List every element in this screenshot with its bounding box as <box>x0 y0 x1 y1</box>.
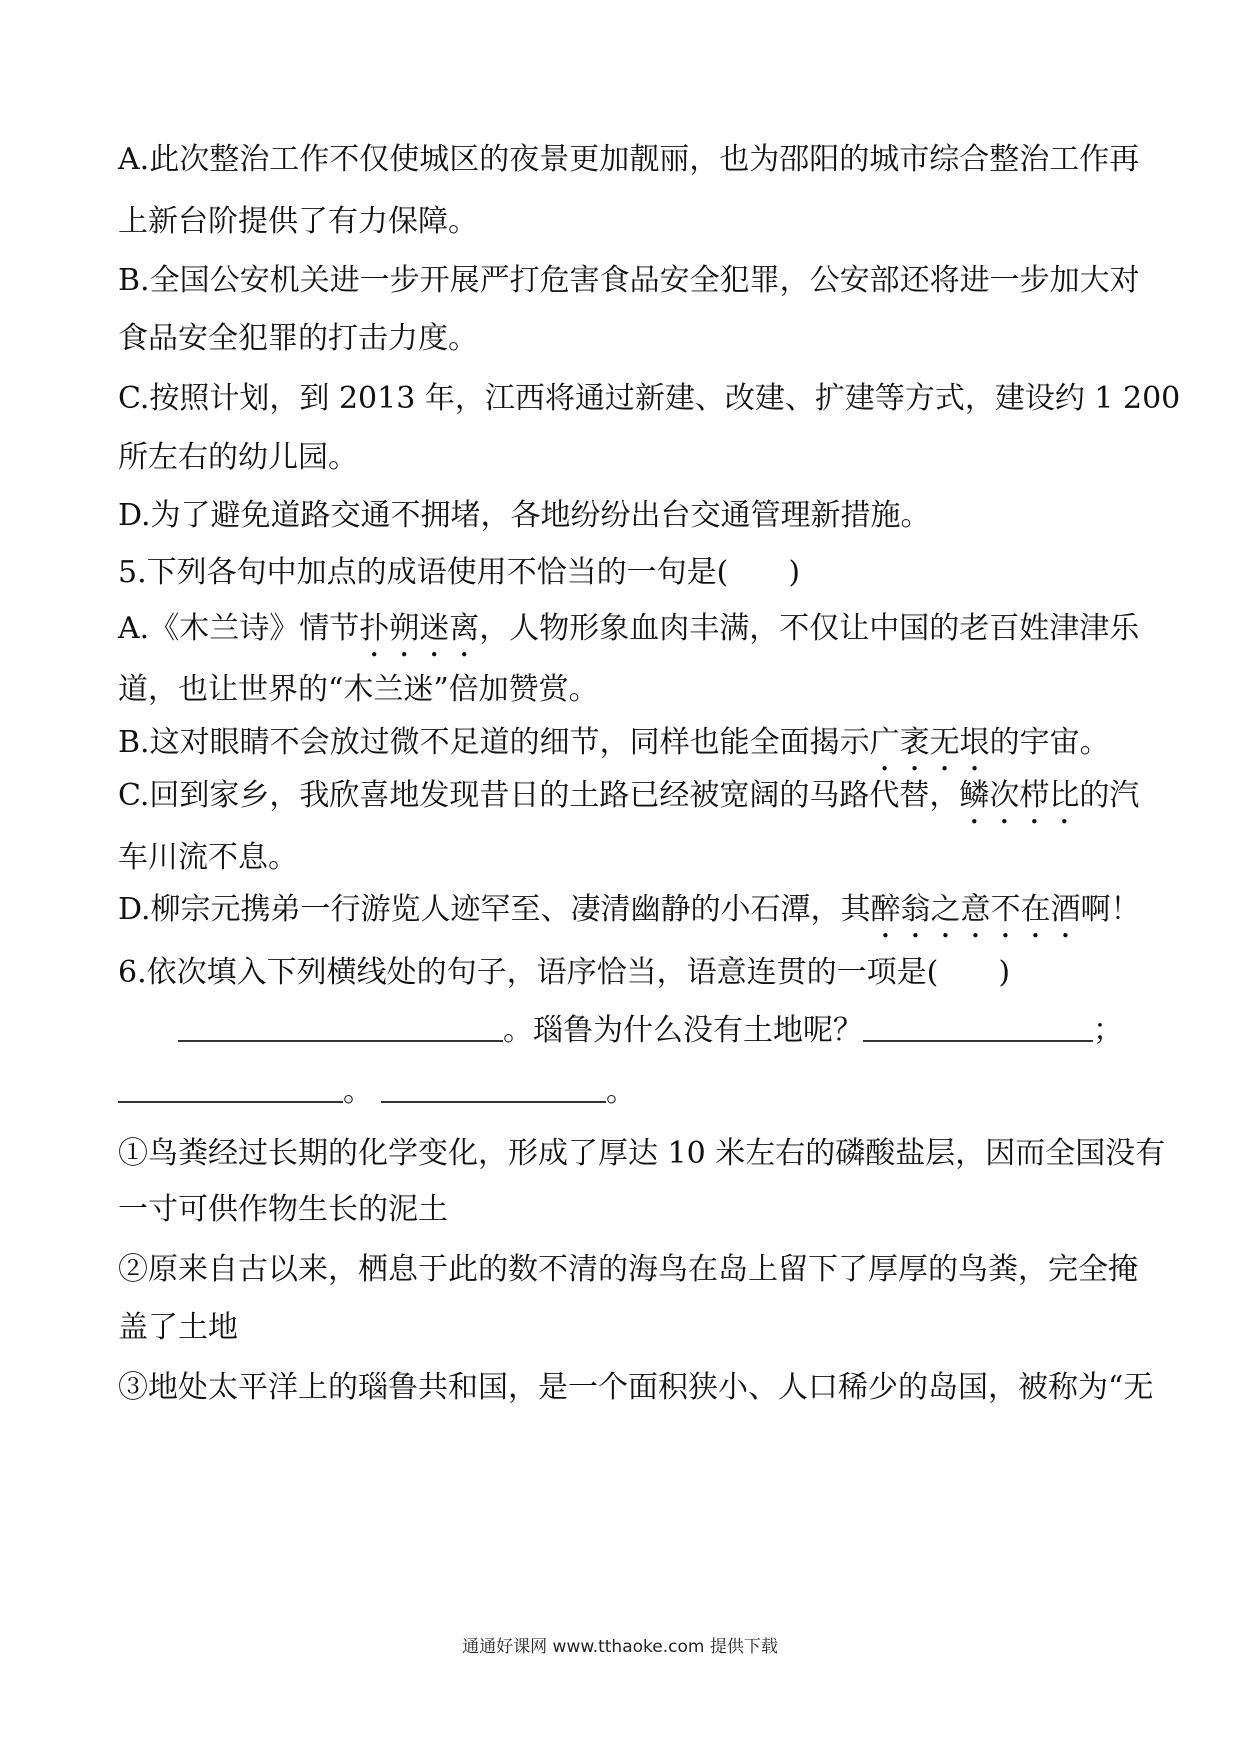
q4-option-b-line1: B.全国公安机关进一步开展严打危害食品安全犯罪，公安部还将进一步加大对 <box>118 263 1140 298</box>
q6-passage-text: ； <box>1093 1013 1123 1048</box>
q5-c-idiom: 鳞次栉比 <box>959 778 1080 813</box>
q5-c-text-post: 的汽 <box>1079 778 1140 813</box>
q4-option-d-line1: D.为了避免道路交通不拥堵，各地纷纷出台交通管理新措施。 <box>118 498 931 533</box>
q6-sentence-1-line2: 一寸可供作物生长的泥土 <box>118 1192 448 1227</box>
q6-passage-text: 。瑙鲁为什么没有土地呢？ <box>503 1013 863 1048</box>
q5-d-text-pre: D.柳宗元携弟一行游览人迹罕至、凄清幽静的小石潭，其 <box>118 892 871 927</box>
q6-sentence-2-line1: ②原来自古以来，栖息于此的数不清的海鸟在岛上留下了厚厚的鸟粪，完全掩 <box>118 1252 1138 1287</box>
q4-option-a-line2: 上新台阶提供了有力保障。 <box>118 204 478 239</box>
q6-stem: 6.依次填入下列横线处的句子，语序恰当，语意连贯的一项是( ) <box>118 955 1011 990</box>
q5-b-text-post: 的宇宙。 <box>989 725 1110 760</box>
q6-sentence-2-line2: 盖了土地 <box>118 1310 238 1345</box>
q6-passage-line1 <box>178 1011 1128 1051</box>
q6-passage-line2 <box>118 1072 1128 1112</box>
q5-a-text-post: ，人物形象血肉丰满，不仅让中国的老百姓津津乐 <box>479 611 1140 646</box>
q5-d-idiom: 醉翁之意不在酒 <box>870 892 1081 927</box>
q5-option-b-line1 <box>118 723 1128 778</box>
q5-b-text-pre: B.这对眼睛不会放过微不足道的细节，同样也能全面揭示 <box>118 725 870 760</box>
q5-c-text-pre: C.回到家乡，我欣喜地发现昔日的土路已经被宽阔的马路代替， <box>118 778 960 813</box>
q6-sentence-1-line1: ①鸟粪经过长期的化学变化，形成了厚达 10 米左右的磷酸盐层，因而全国没有 <box>118 1136 1166 1171</box>
q5-option-c-line1 <box>118 776 1140 831</box>
q5-option-a-line2: 道，也让世界的“木兰迷”倍加赞赏。 <box>118 672 599 707</box>
fill-blank[interactable] <box>381 1075 606 1103</box>
fill-blank[interactable] <box>178 1014 503 1042</box>
q5-b-idiom: 广袤无垠 <box>869 725 990 760</box>
q5-option-c-line2: 车川流不息。 <box>118 840 298 875</box>
page-footer: 通通好课网 www.tthaoke.com 提供下载 <box>462 1637 778 1657</box>
q5-a-text-pre: A.《木兰诗》情节 <box>118 611 360 646</box>
q6-sentence-3-line1: ③地处太平洋上的瑙鲁共和国，是一个面积狭小、人口稀少的岛国，被称为“无 <box>118 1370 1154 1405</box>
q5-option-a-line1 <box>118 609 1140 664</box>
q5-stem: 5.下列各句中加点的成语使用不恰当的一句是( ) <box>118 555 801 590</box>
q6-passage-text: 。 <box>343 1074 373 1109</box>
q4-option-a-line1: A.此次整治工作不仅使城区的夜景更加靓丽，也为邵阳的城市综合整治工作再 <box>118 142 1140 177</box>
q4-option-b-line2: 食品安全犯罪的打击力度。 <box>118 321 478 356</box>
q4-option-c-line2: 所左右的幼儿园。 <box>118 440 358 475</box>
q5-d-text-post: 啊！ <box>1080 892 1141 927</box>
fill-blank[interactable] <box>118 1075 343 1103</box>
q5-option-d-line1 <box>118 890 1141 945</box>
q5-a-idiom: 扑朔迷离 <box>359 611 480 646</box>
q6-passage-text: 。 <box>606 1074 636 1109</box>
q4-option-c-line1: C.按照计划，到 2013 年，江西将通过新建、改建、扩建等方式，建设约 1 200 <box>118 381 1181 416</box>
fill-blank[interactable] <box>863 1014 1093 1042</box>
